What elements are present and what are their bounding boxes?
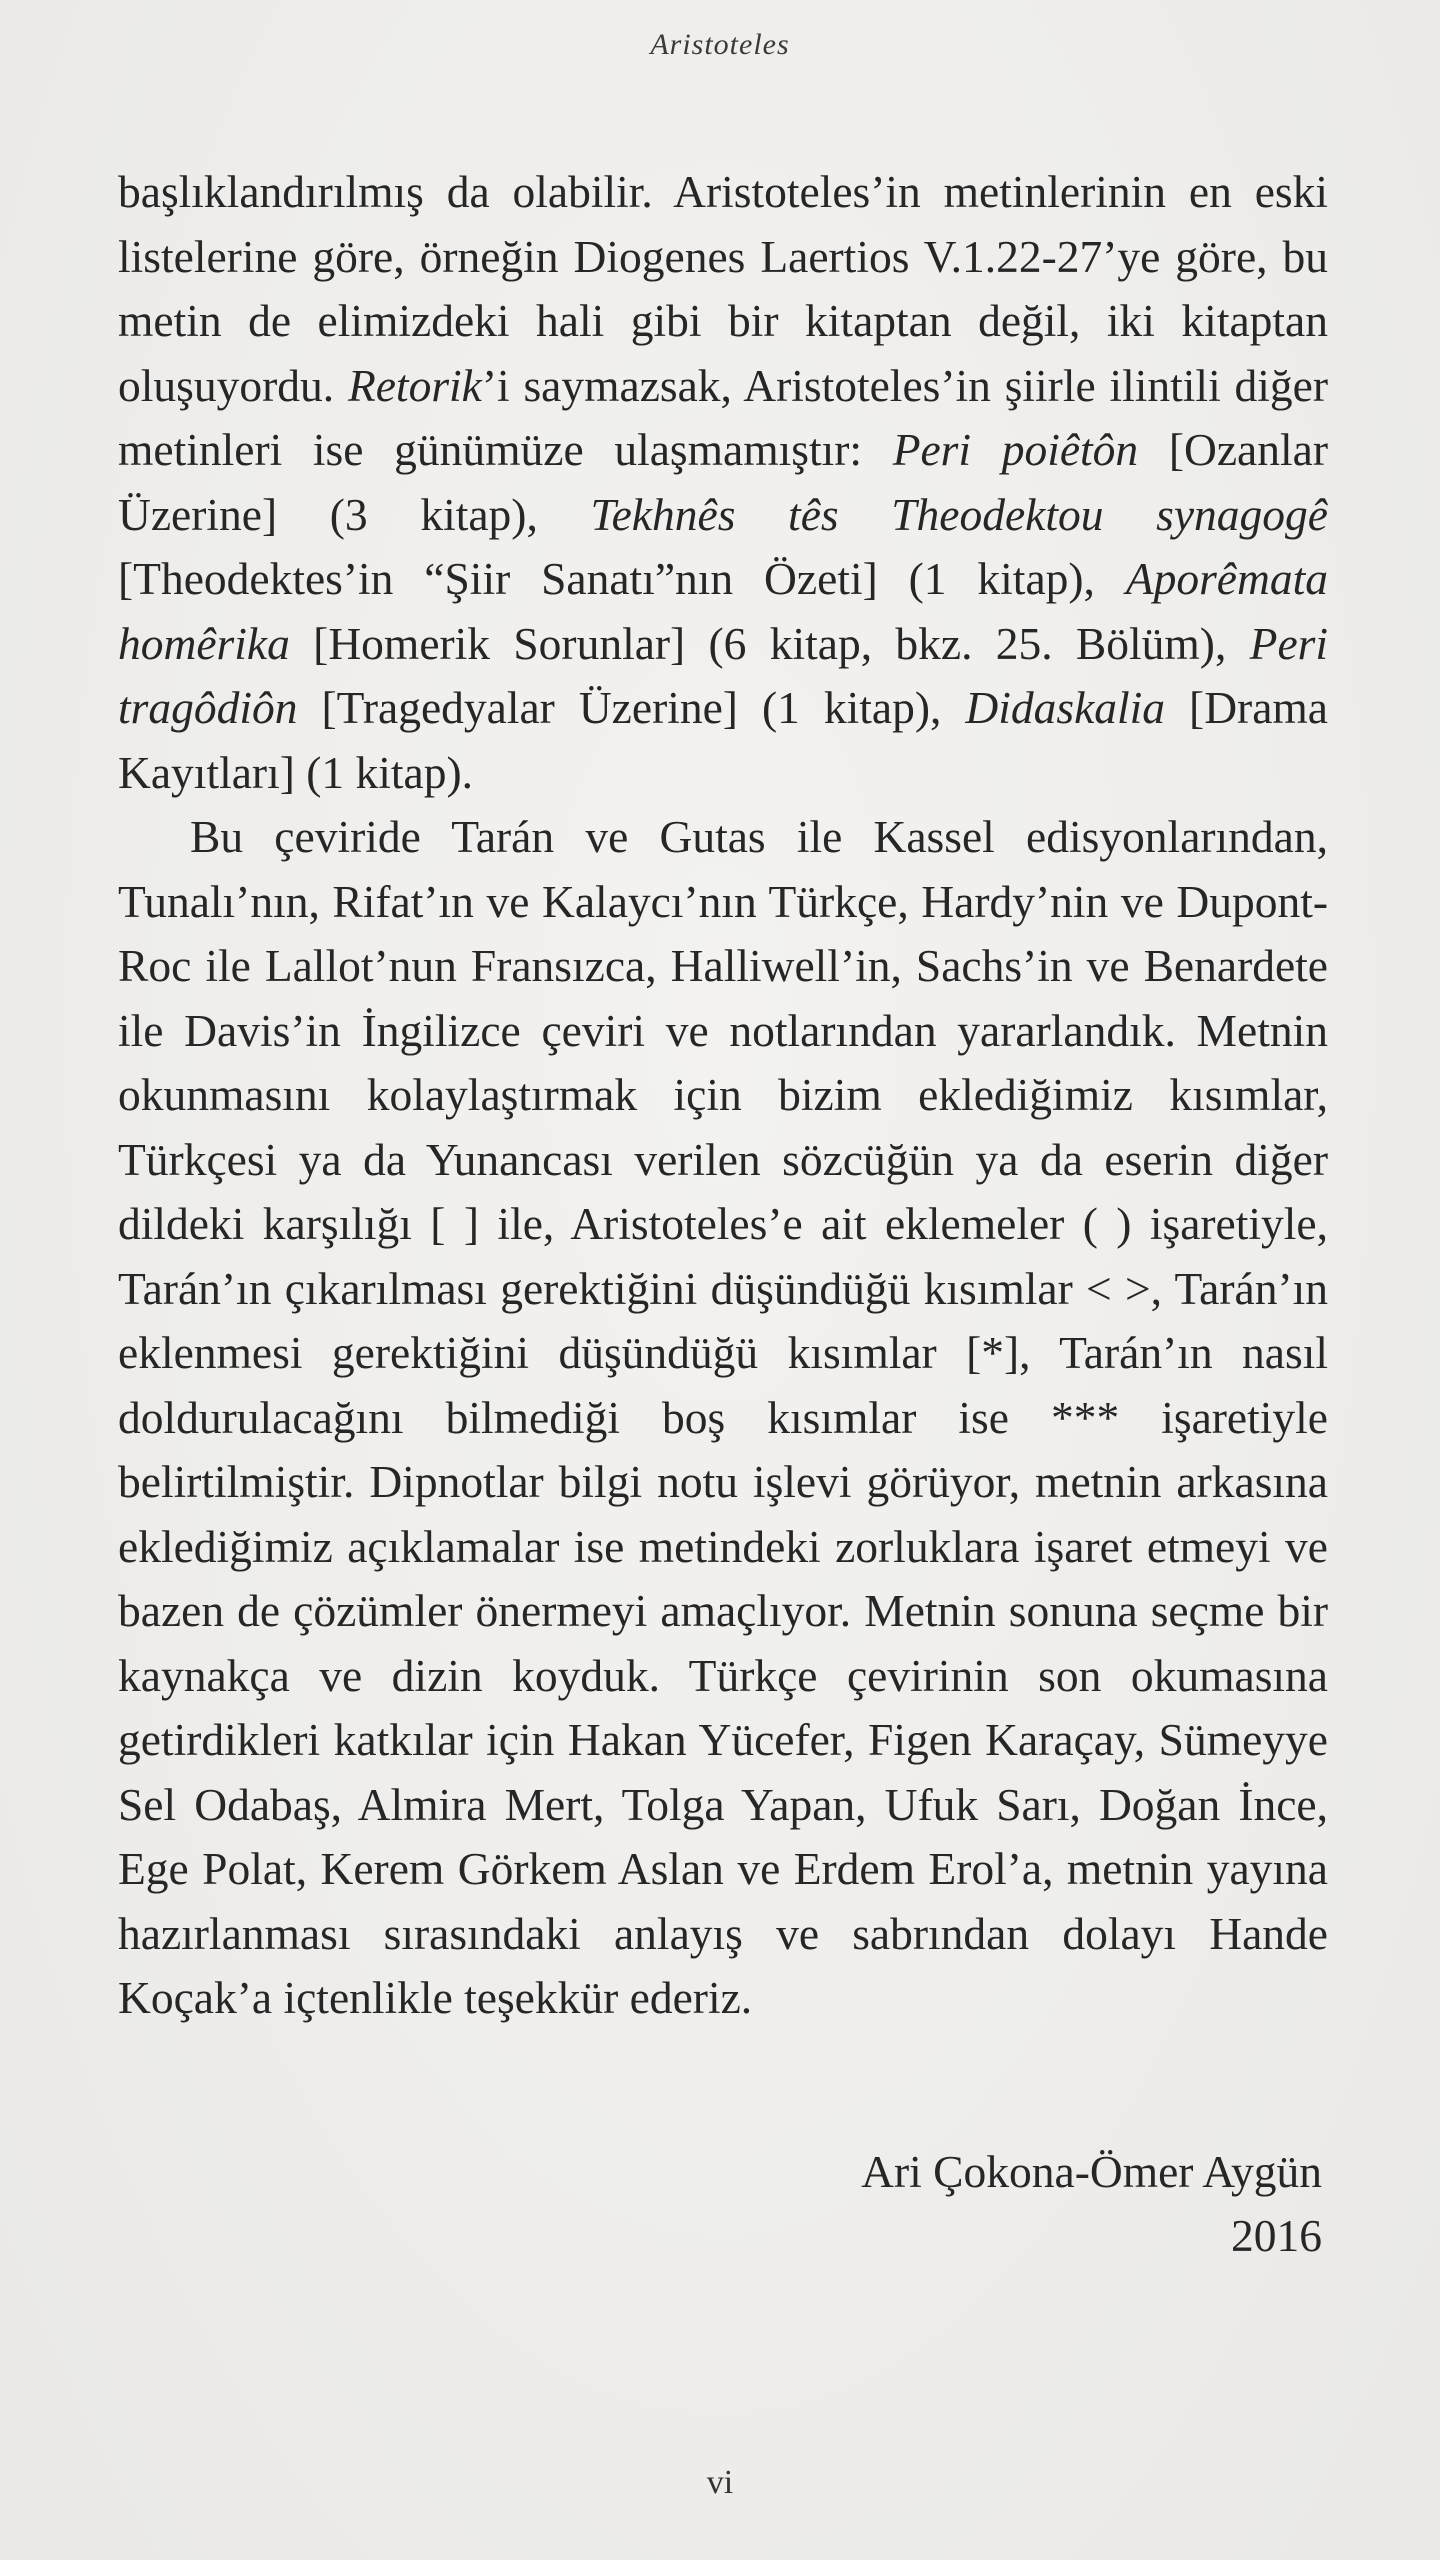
text-run: [Ozanlar Üzerine] (3 kitap), [118,424,1328,540]
italic-title: Didaskalia [965,682,1166,733]
italic-title: Aporêmata homêrika [118,553,1328,669]
signature-year: 2016 [1231,2210,1322,2261]
text-run: [Theodektes’in “Şiir Sanatı”nın Özeti] (1 kitap), [118,553,1126,604]
italic-title: Peri tragôdiôn [118,617,1328,733]
text-run: [Drama Kayıtları] (1 kitap). [118,682,1328,798]
italic-title: Tekhnês tês Theodektou synagogê [590,488,1329,540]
text-run: ’i saymazsak, Aristoteles’in şiirle ilintili diğer metinleri ise günümüze ulaşmamıştır: [118,359,1329,475]
running-head: Aristoteles [650,28,790,61]
signature-names: Ari Çokona-Ömer Aygün [861,2146,1322,2197]
paragraph-1 [118,160,1328,805]
paragraph-2: Bu çeviride Tarán ve Gutas ile Kassel edisyonlarından, Tunalı’nın, Rifat’ın ve Kalaycı’nın Türkçe, Hardy’nin ve Dupont-Roc ile Lallot’nun Fransızca, Halliwell’in, Sachs’in ve Benardete ile Davis’in İngilizce çeviri ve notlarından yararlandık. Metnin okunmasını kolaylaştırmak için bizim eklediğimiz kısımlar, Türkçesi ya da Yunancası verilen sözcüğün ya da eserin diğer dildeki karşılığı [ ] ile, Aristoteles’e ait eklemeler ( ) işaretiyle, Tarán’ın çıkarılması gerektiğini düşündüğü kısımlar < >, Tarán’ın eklenmesi gerektiğini düşündüğü kısımlar [*], Tarán’ın nasıl doldurulacağını bilmediği boş kısımlar ise *** işaretiyle belirtilmiştir. Dipnotlar bilgi notu işlevi görüyor, metnin arkasına eklediğimiz açıklamalar ise metindeki zorluklara işaret etmeyi ve bazen de çözümler önermeyi amaçlıyor. Metnin sonuna seçme bir kaynakça ve dizin koyduk. Türkçe çevirinin son okumasına getirdikleri katkılar için Hakan Yücefer, Figen Karaçay, Sümeyye Sel Odabaş, Almira Mert, Tolga Yapan, Ufuk Sarı, Doğan İnce, Ege Polat, Kerem Görkem Aslan ve Erdem Erol’a, metnin yayına hazırlanması sırasındaki anlayış ve sabrından dolayı Hande Koçak’a içtenlikle teşekkür ederiz. [118,811,1328,2023]
body-text [118,160,1328,2031]
page-number: vi [706,2464,734,2501]
italic-title: Retorik [347,359,482,411]
text-run: [Tragedyalar Üzerine] (1 kitap), [297,682,966,733]
text-run: [Homerik Sorunlar] (6 kitap, bkz. 25. Bölüm), [289,617,1250,669]
text-run: başlıklandırılmış da olabilir. Aristoteles’in metinlerinin en eski listelerine göre, örneğin Diogenes Laertios V.1.22-27’ye göre, bu metin de elimizdeki hali gibi bir kitaptan değil, iki kitaptan oluşuyordu. [118,166,1328,411]
signature-block [622,2140,1322,2268]
italic-title: Peri poiêtôn [892,424,1139,475]
